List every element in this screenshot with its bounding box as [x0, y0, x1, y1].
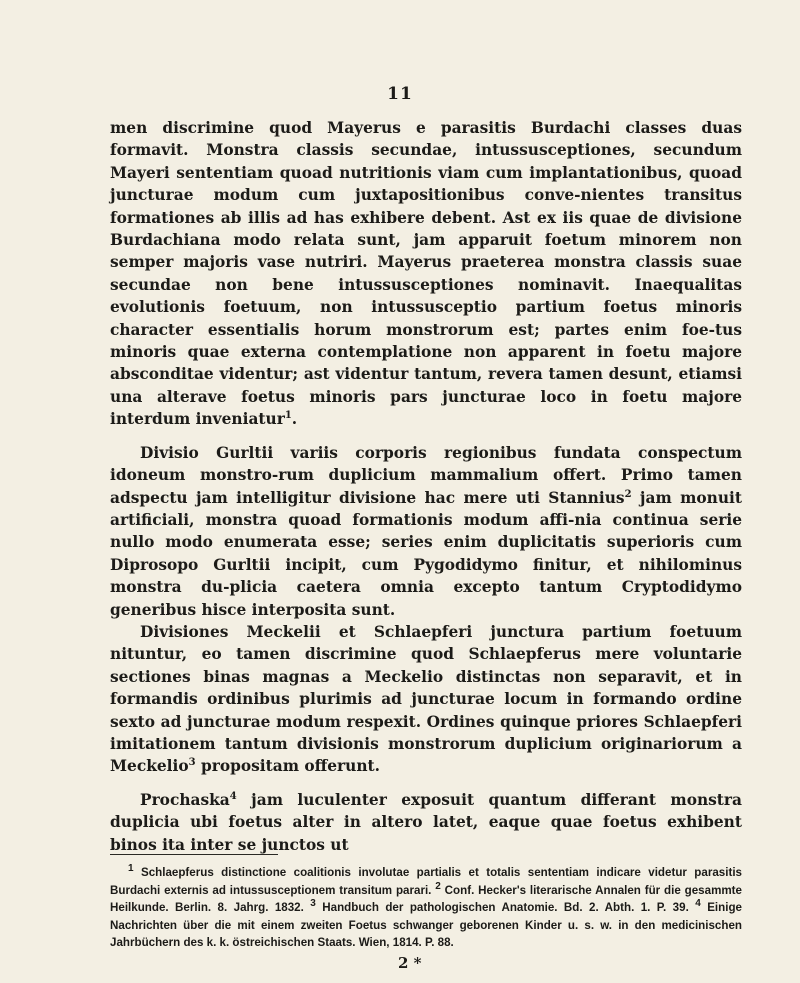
footnotes [110, 864, 742, 952]
footnote-ref: 4 [229, 790, 237, 802]
footnote-text: Einige Nachrichten über die mit einem zweiten Foetus schwanger geborenen Kinder u. s. w. in den medicinischen Jahrbüchern des k. k. östreichischen Staats. Wien, 1814. P. 88. [110, 901, 742, 950]
paragraph-text: Divisio Gurltii variis corporis regionibus fundata conspectum idoneum monstro-rum duplicium mammalium offert. Primo tamen adspectu jam intelligitur divisione hac mere uti Stannius [110, 443, 742, 507]
paragraph-1 [110, 117, 742, 431]
footnote-mark: 3 [310, 898, 316, 910]
footnote-divider [110, 854, 278, 855]
footnote-text: Conf. Hecker's literarische Annalen für die gesammte Heilkunde. Berlin. 8. Jahrg. 1832. [110, 883, 742, 915]
body-text [110, 117, 742, 856]
footnote-text: Handbuch der pathologischen Anatomie. Bd. 2. Abth. 1. P. 39. [315, 901, 689, 915]
footnote-mark: 1 [128, 863, 134, 875]
footnote-block [110, 864, 742, 952]
footnote-ref: 1 [284, 410, 292, 422]
footnote-ref: 2 [624, 488, 632, 500]
paragraph-3 [110, 621, 742, 778]
paragraph-tail: . [291, 410, 298, 429]
footnote-ref: 3 [188, 757, 196, 769]
footnote-mark: 2 [435, 880, 441, 892]
paragraph-4 [110, 789, 742, 856]
paragraph-tail: propositam offerunt. [195, 757, 380, 776]
paragraph-text: Divisiones Meckelii et Schlaepferi junctura partium foetuum nituntur, eo tamen discrimine quod Schlaepferus mere voluntarie sectiones binas magnas a Meckelio distinctas non separavit, et in formandis ordinibus plurimis ad juncturae locum in formando ordine sexto ad juncturae modum respexit. Ordines quinque priores Schlaepferi imitationem tantum divisionis monstrorum duplicium originariorum a Meckelio [110, 622, 742, 776]
footnote-mark: 4 [695, 898, 701, 910]
paragraph-2 [110, 442, 742, 621]
paragraph-text: men discrimine quod Mayerus e parasitis Burdachi classes duas formavit. Monstra classis secundae, intussusceptiones, secundum Mayeri sententiam quoad nutritionis viam cum implantationibus, quoad juncturae modum cum juxtapositionibus conve-nientes transitus formationes ab illis ad has exhibere debent. Ast ex iis quae de divisione Burdachiana modo relata sunt, jam apparuit foetum minorem non semper majoris vase nutriri. Mayerus praeterea monstra classis suae secundae non bene intussusceptiones nominavit. Inaequalitas evolutionis foetuum, non intussusceptio partium foetus minoris character essentialis horum monstrorum est; partes enim foe-tus minoris quae externa contemplatione non apparent in foetu majore absconditae videntur; ast videntur tantum, revera tamen desunt, etiamsi una alterave foetus minoris pars juncturae loco in foetu majore interdum inveniatur [110, 119, 742, 429]
page-number: 11 [387, 84, 413, 104]
signature-mark: 2 * [398, 954, 422, 972]
paragraph-tail: jam luculenter exposuit quantum differant monstra duplicia ubi foetus alter in altero latet, eaque quae foetus exhibent binos ita inter se junctos ut [110, 790, 742, 854]
footnote-text: Schlaepferus distinctione coalitionis involutae partialis et totalis sententiam indicare videtur parasitis Burdachi externis ad intussusceptionem transitum parari. [110, 866, 742, 897]
paragraph-tail: jam monuit artificiali, monstra quoad formationis modum affi-nia continua serie nullo modo enumerata esse; series enim duplicitatis superioris cum Diprosopo Gurltii incipit, cum Pygodidymo finitur, et nihilominus monstra du-plicia caetera omnia excepto tantum Cryptodidymo generibus hisce interposita sunt. [110, 488, 742, 619]
paragraph-text: Prochaska [140, 790, 230, 809]
